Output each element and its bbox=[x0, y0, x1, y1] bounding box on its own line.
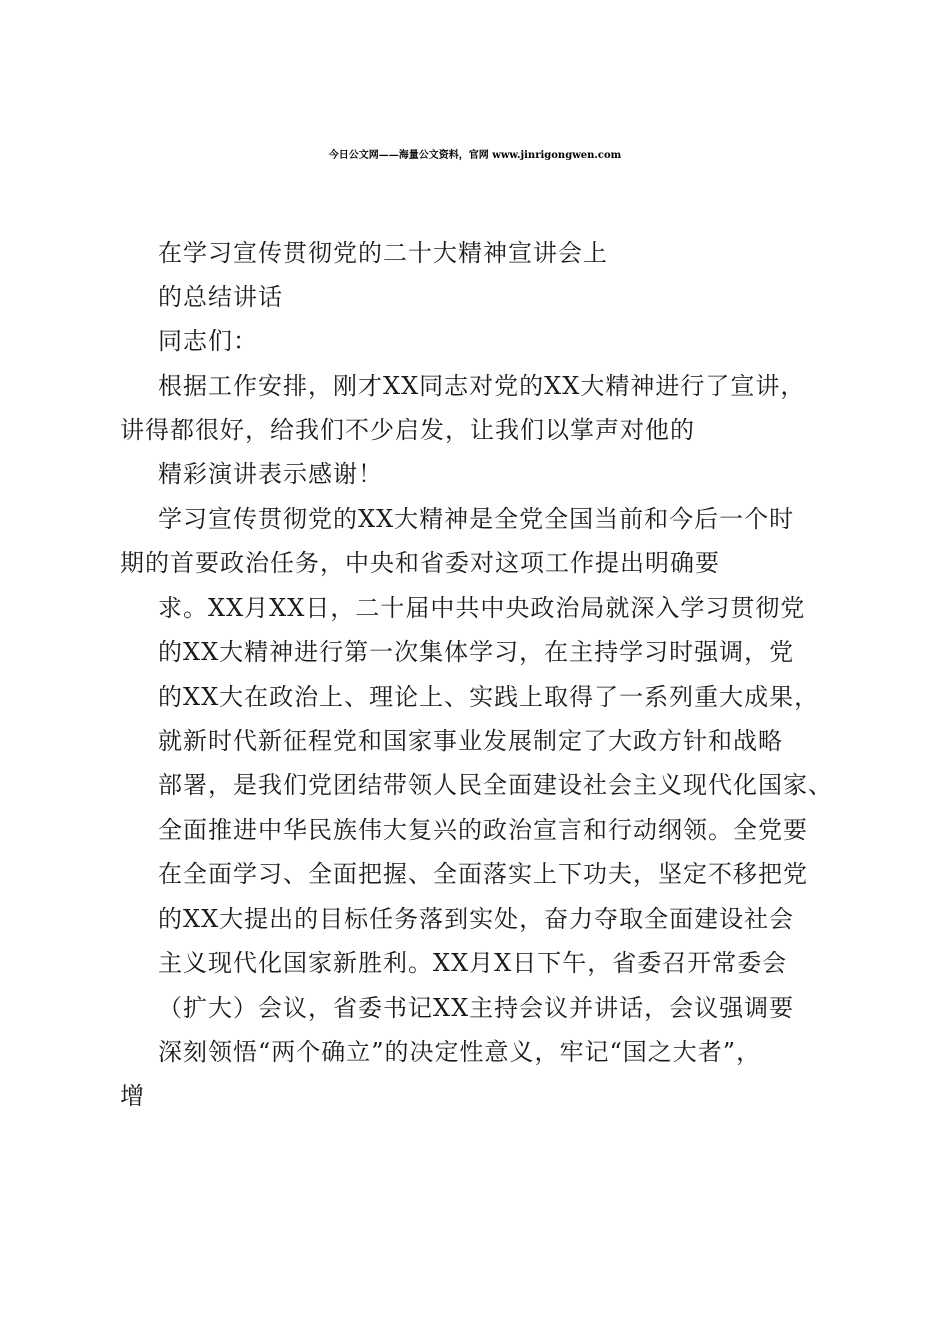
paragraph-line: 求。XX月XX日，二十届中共中央政治局就深入学习贯彻党 bbox=[158, 594, 806, 622]
paragraph-line: 主义现代化国家新胜利。XX月X日下午，省委召开常委会 bbox=[158, 949, 788, 977]
paragraph-line: 深刻领悟“两个确立”的决定性意义，牢记“国之大者”， bbox=[158, 1038, 762, 1066]
site-header: 今日公文网——海量公文资料，官网 www.jinrigongwen.com bbox=[328, 150, 622, 161]
paragraph-line: 就新时代新征程党和国家事业发展制定了大政方针和战略 bbox=[158, 727, 783, 755]
title-line-2: 的总结讲话 bbox=[158, 283, 283, 311]
salutation: 同志们： bbox=[158, 327, 258, 355]
paragraph-line: （扩大）会议，省委书记XX主持会议并讲话，会议强调要 bbox=[158, 994, 795, 1022]
paragraph-line: 全面推进中华民族伟大复兴的政治宣言和行动纲领。全党要 bbox=[158, 816, 808, 844]
title-line-1: 在学习宣传贯彻党的二十大精神宣讲会上 bbox=[158, 239, 608, 267]
paragraph-line: 讲得都很好，给我们不少启发，让我们以掌声对他的 bbox=[120, 416, 695, 444]
paragraph-line: 在全面学习、全面把握、全面落实上下功夫，坚定不移把党 bbox=[158, 860, 808, 888]
paragraph-line: 增 bbox=[120, 1082, 145, 1110]
paragraph-line: 精彩演讲表示感谢！ bbox=[158, 460, 383, 488]
paragraph-line: 部署，是我们党团结带领人民全面建设社会主义现代化国家、 bbox=[158, 771, 833, 799]
paragraph-line: 的XX大提出的目标任务落到实处，奋力夺取全面建设社会 bbox=[158, 905, 795, 933]
paragraph-line: 学习宣传贯彻党的XX大精神是全党全国当前和今后一个时 bbox=[158, 505, 795, 533]
paragraph-line: 根据工作安排，刚才XX同志对党的XX大精神进行了宣讲， bbox=[158, 372, 806, 400]
paragraph-line: 期的首要政治任务，中央和省委对这项工作提出明确要 bbox=[120, 549, 720, 577]
paragraph-line: 的XX大精神进行第一次集体学习，在主持学习时强调，党 bbox=[158, 638, 795, 666]
paragraph-line: 的XX大在政治上、理论上、实践上取得了一系列重大成果， bbox=[158, 683, 820, 711]
